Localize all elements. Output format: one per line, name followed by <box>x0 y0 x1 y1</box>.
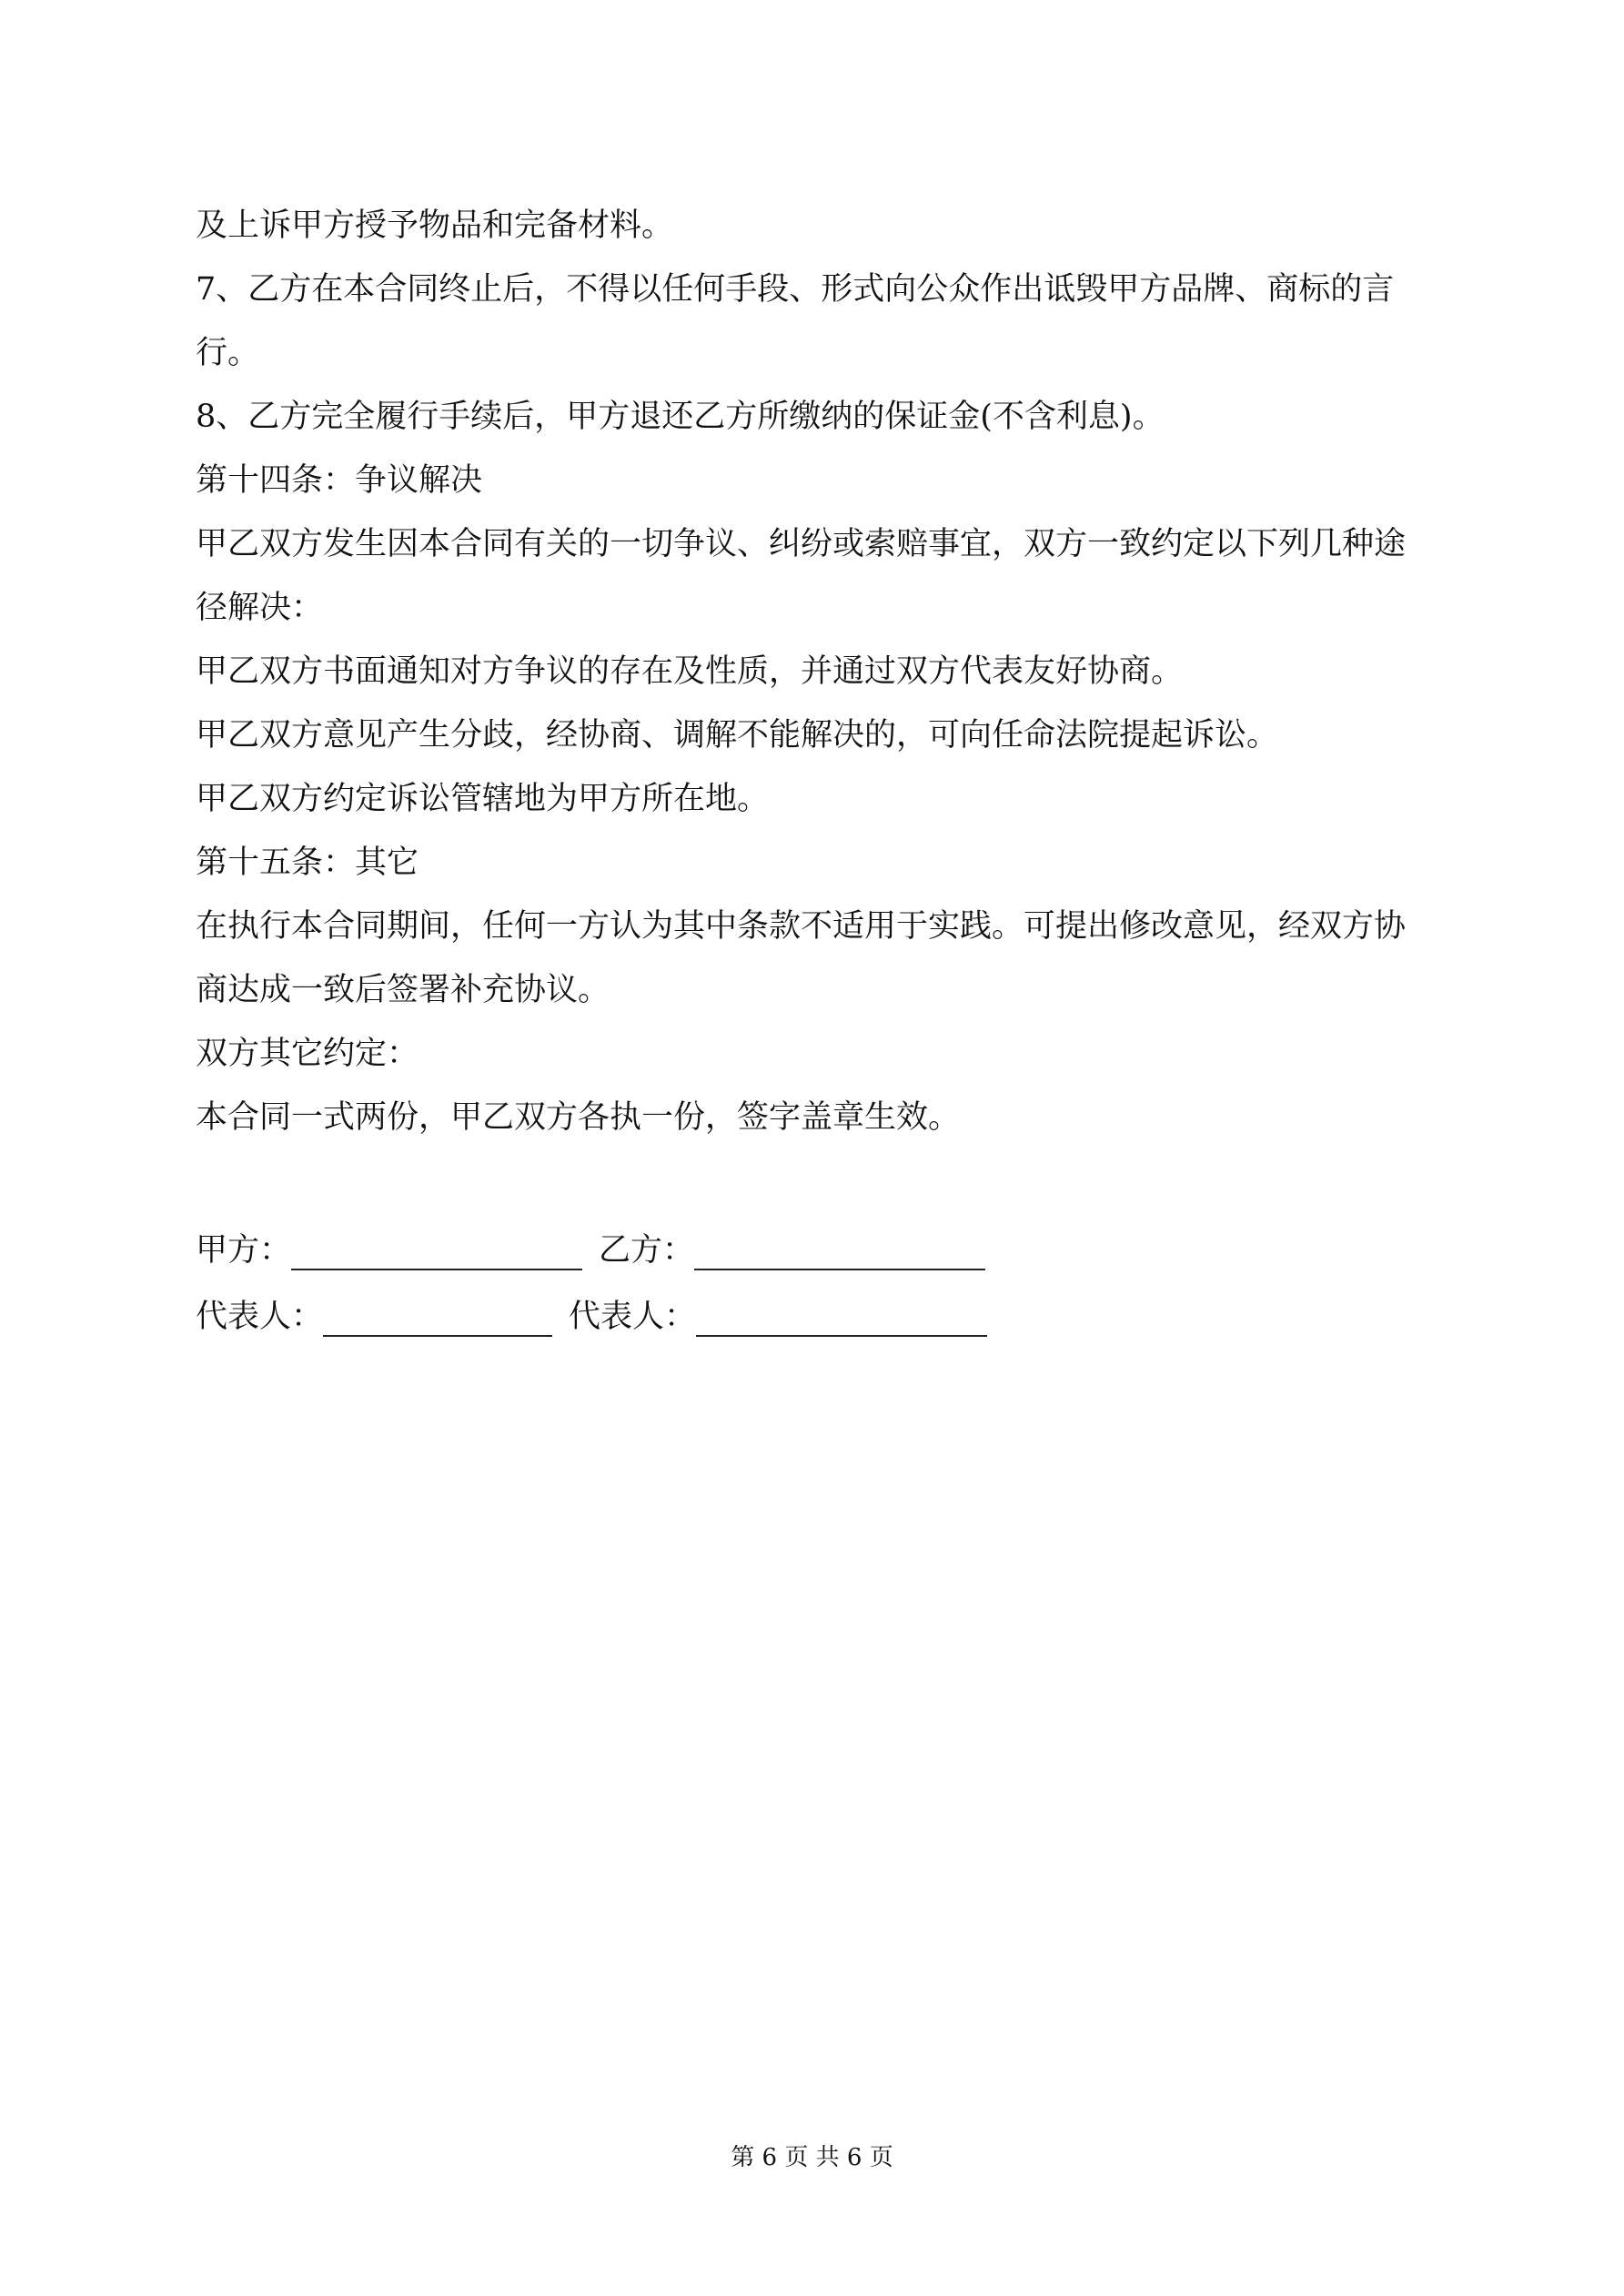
party-b-label: 乙方： <box>599 1232 695 1269</box>
body-line: 甲乙双方发生因本合同有关的一切争议、纠纷或索赔事宜，双方一致约定以下列几种途 <box>196 526 1407 562</box>
body-line: 径解决： <box>196 590 324 626</box>
rep-a-label: 代表人： <box>196 1299 324 1335</box>
body-line: 甲乙双方意见产生分歧，经协商、调解不能解决的，可向任命法院提起诉讼。 <box>196 717 1279 754</box>
body-line: 本合同一式两份，甲乙双方各执一份，签字盖章生效。 <box>196 1099 961 1136</box>
body-line: 及上诉甲方授予物品和完备材料。 <box>196 207 674 244</box>
signature-row-parties <box>196 1230 1002 1270</box>
body-line: 8、乙方完全履行手续后，甲方退还乙方所缴纳的保证金(不含利息)。 <box>196 399 1165 435</box>
rep-b-signature-blank <box>696 1308 987 1337</box>
party-a-label: 甲方： <box>196 1232 292 1269</box>
body-line: 商达成一致后签署补充协议。 <box>196 972 610 1008</box>
party-a-signature-blank <box>291 1241 582 1270</box>
rep-a-signature-blank <box>323 1308 552 1337</box>
body-line: 在执行本合同期间，任何一方认为其中条款不适用于实践。可提出修改意见，经双方协 <box>196 908 1407 945</box>
page-number-footer: 第 6 页 共 6 页 <box>731 2144 893 2171</box>
rep-b-label: 代表人： <box>569 1299 697 1335</box>
body-line: 甲乙双方书面通知对方争议的存在及性质，并通过双方代表友好协商。 <box>196 653 1184 690</box>
signature-row-representatives <box>196 1297 1004 1337</box>
body-line: 双方其它约定： <box>196 1036 419 1072</box>
body-line: 甲乙双方约定诉讼管辖地为甲方所在地。 <box>196 781 770 817</box>
section-heading: 第十五条：其它 <box>196 845 419 881</box>
party-b-signature-blank <box>694 1241 985 1270</box>
body-line: 行。 <box>196 335 260 371</box>
body-line: 7、乙方在本合同终止后，不得以任何手段、形式向公众作出诋毁甲方品牌、商标的言 <box>196 271 1395 308</box>
section-heading: 第十四条：争议解决 <box>196 462 483 499</box>
